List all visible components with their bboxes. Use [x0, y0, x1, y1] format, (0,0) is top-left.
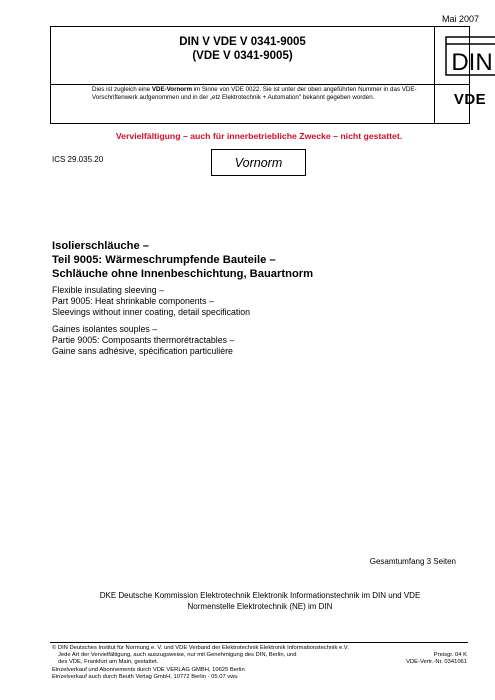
din-logo	[445, 36, 495, 76]
vde-note-prefix: Dies ist zugleich eine	[92, 86, 152, 93]
din-logo-graphic	[445, 36, 495, 76]
reproduction-warning: Vervielfältigung – auch für innerbetriebliche Zwecke – nicht gestattet.	[115, 131, 403, 141]
vde-note-rest: im Sinne von VDE 0022. Sie ist unter der oben angeführten Nummer in das VDE-Vorschriftenwerk aufgenommen und in der „etz Elektrotechnik + Automation" bekannt gegeben worden.	[92, 86, 417, 101]
header-divider-vertical	[434, 27, 435, 123]
title-fr-line: Gaine sans adhésive, spécification particulière	[52, 346, 233, 356]
title-french	[52, 324, 472, 357]
total-extent: Gesamtumfang 3 Seiten	[369, 557, 456, 566]
title-en-line: Sleevings without inner coating, detail specification	[52, 307, 251, 317]
title-fr-line: Partie 9005: Composants thermorétractables –	[52, 335, 235, 345]
ics-code: ICS 29.035.20	[52, 155, 104, 164]
title-english	[52, 285, 472, 318]
vde-logo: VDE	[453, 91, 487, 108]
publication-date: Mai 2007	[441, 14, 479, 24]
header-divider-horizontal	[51, 84, 469, 85]
title-fr-line: Gaines isolantes souples –	[52, 324, 158, 334]
document-type-box	[211, 149, 306, 176]
title-german	[52, 239, 472, 281]
standard-number-vde: (VDE V 0341-9005)	[192, 50, 293, 62]
footer-divider	[50, 642, 468, 643]
vde-note-bold: VDE-Vornorm	[151, 86, 192, 93]
footer-copyright-line: © DIN Deutsches Institut für Normung e. V. und VDE Verband der Elektrotechnik Elektronik Informationstechnik e.V.	[52, 645, 349, 651]
din-logo-text: DIN	[451, 49, 493, 76]
title-de-line: Schläuche ohne Innenbeschichtung, Bauartnorm	[52, 268, 314, 280]
dke-committee	[52, 590, 468, 612]
dke-line: Normenstelle Elektrotechnik (NE) im DIN	[187, 602, 333, 611]
order-number: VDE-Vertr.-Nr. 0341061	[406, 659, 467, 666]
document-type: Vornorm	[234, 155, 283, 170]
header-box	[50, 26, 493, 124]
price-group: Preisgr. 04 K	[433, 652, 467, 658]
title-en-line: Flexible insulating sleeving –	[52, 285, 164, 295]
vde-note	[92, 86, 428, 102]
footer-copyright-line: Jede Art der Vervielfältigung, auch auszugsweise, nur mit Genehmigung des DIN, Berlin, und	[58, 652, 297, 659]
footer-copyright-line: Einzelverkauf und Abonnements durch VDE VERLAG GMBH, 10625 Berlin	[52, 666, 245, 673]
title-en-line: Part 9005: Heat shrinkable components –	[52, 296, 214, 306]
dke-line: DKE Deutsche Kommission Elektrotechnik Elektronik Informationstechnik im DIN und VDE	[99, 591, 421, 600]
title-de-line: Isolierschläuche –	[52, 240, 150, 252]
footer-copyright-line: des VDE, Frankfurt am Main, gestattet.	[58, 659, 159, 666]
footer-copyright-line: Einzelverkauf auch durch Beuth Verlag GmbH, 10772 Berlin · 05.07 vwu	[52, 673, 238, 680]
title-de-line: Teil 9005: Wärmeschrumpfende Bauteile –	[52, 254, 276, 266]
footer-price-info	[395, 645, 467, 666]
footer-copyright	[52, 645, 382, 681]
standard-number: DIN V VDE V 0341-9005	[179, 36, 306, 48]
